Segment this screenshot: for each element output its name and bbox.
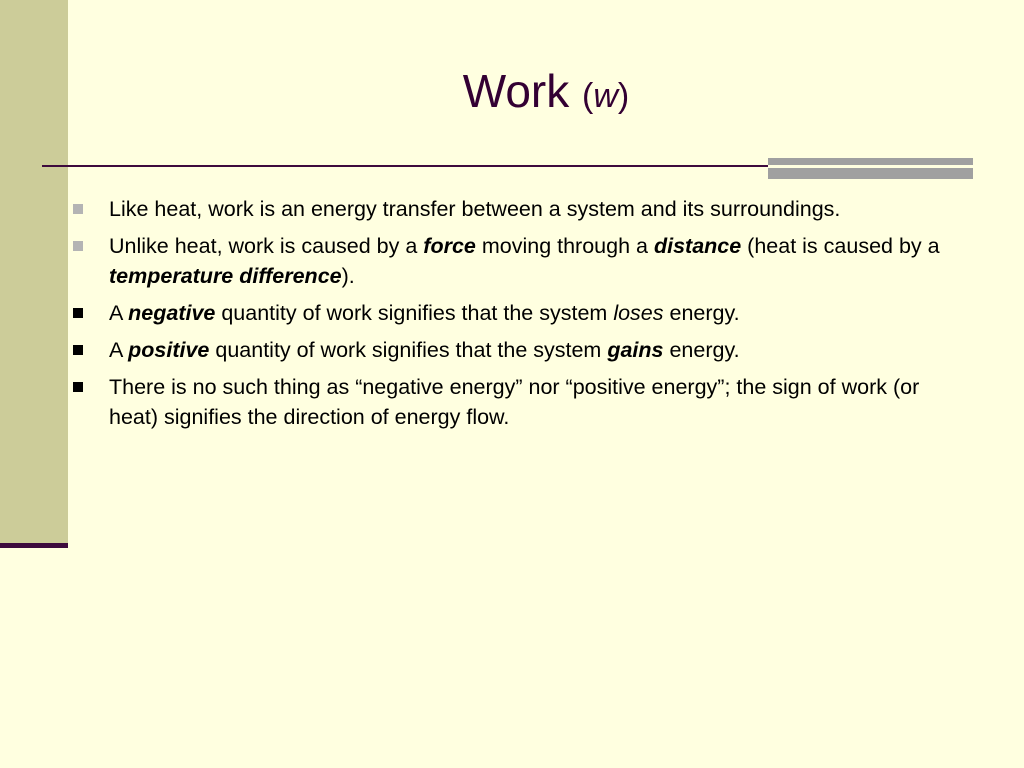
bullet-text: moving through a: [475, 234, 654, 258]
bullet-text: (heat is caused by a: [741, 234, 940, 258]
emphasis-text: gains: [607, 338, 664, 362]
emphasis-text: loses: [613, 301, 664, 325]
title-open-paren: (: [582, 77, 594, 115]
emphasis-text: force: [423, 234, 476, 258]
emphasis-text: temperature difference: [109, 264, 342, 288]
square-bullet-icon: [73, 204, 83, 214]
emphasis-text: positive: [128, 338, 210, 362]
title-divider-accent: [768, 158, 973, 179]
square-bullet-icon: [73, 382, 83, 392]
title-close-paren: ): [617, 77, 630, 115]
bullet-text: Like heat, work is an energy transfer between a system and its surroundings.: [109, 197, 841, 221]
slide-title: [68, 64, 1024, 119]
bullet-item: [72, 231, 952, 291]
square-bullet-icon: [73, 308, 83, 318]
bullet-item: [72, 298, 952, 328]
side-bar-decoration: [0, 0, 68, 545]
bullet-text: Unlike heat, work is caused by a: [109, 234, 424, 258]
bullet-list: [72, 194, 952, 439]
bullet-item: [72, 372, 952, 432]
bullet-item: [72, 335, 952, 365]
bullet-item: [72, 194, 952, 224]
emphasis-text: distance: [653, 234, 742, 258]
bullet-text: A: [109, 338, 129, 362]
title-variable: w: [593, 77, 618, 115]
emphasis-text: negative: [128, 301, 216, 325]
title-main: Work: [462, 65, 570, 117]
side-bar-accent: [0, 543, 68, 548]
bullet-text: energy.: [663, 338, 740, 362]
square-bullet-icon: [73, 345, 83, 355]
bullet-text: quantity of work signifies that the system: [215, 301, 614, 325]
bullet-text: energy.: [663, 301, 740, 325]
bullet-text: There is no such thing as “negative energy” nor “positive energy”; the sign of work (or heat) signifies the direction of energy flow.: [109, 375, 920, 429]
square-bullet-icon: [73, 241, 83, 251]
bullet-text: quantity of work signifies that the system: [209, 338, 608, 362]
bullet-text: A: [109, 301, 129, 325]
bullet-text: ).: [341, 264, 355, 288]
